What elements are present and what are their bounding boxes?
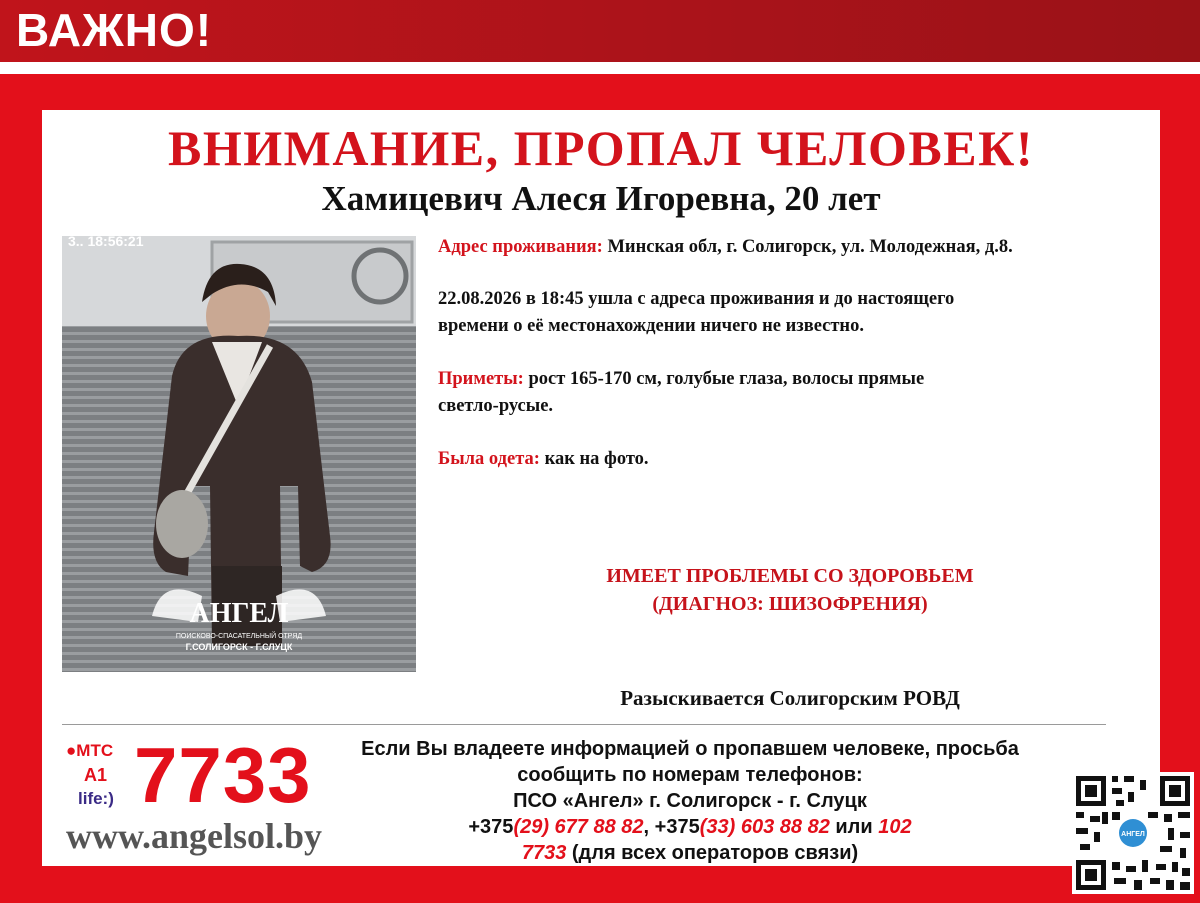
banner-title: ВАЖНО! — [16, 4, 213, 56]
logo-subtitle-2: Г.СОЛИГОРСК - Г.СЛУЦК — [185, 642, 293, 652]
website-link[interactable]: www.angelsol.by — [66, 816, 323, 856]
call-line-2: сообщить по номерам телефонов: — [517, 764, 863, 786]
wanted-by: Разыскивается Солигорским РОВД — [620, 686, 960, 710]
poster-headline: ВНИМАНИЕ, ПРОПАЛ ЧЕЛОВЕК! — [168, 120, 1034, 176]
phone-number-3[interactable]: 102 — [878, 816, 912, 838]
short-number-2[interactable]: 7733 — [521, 842, 567, 864]
short-number-line — [300, 840, 1080, 866]
mts-egg-icon: ● — [66, 741, 77, 760]
operator-logos — [66, 740, 136, 816]
left-details-line-2: времени о её местонахождении ничего не известно. — [438, 316, 864, 336]
cctv-timestamp: 3.. 18:56:21 — [68, 236, 144, 249]
signs-line-2: светло-русые. — [438, 396, 554, 416]
footer-divider — [62, 724, 1106, 725]
left-details-line-1: 22.08.2026 в 18:45 ушла с адреса проживания и до настоящего — [438, 289, 955, 309]
health-line-2: (ДИАГНОЗ: ШИЗОФРЕНИЯ) — [652, 593, 928, 615]
call-line-1: Если Вы владеете информацией о пропавшем человеке, просьба — [361, 738, 1019, 760]
health-line-1: ИМЕЕТ ПРОБЛЕМЫ СО ЗДОРОВЬЕМ — [606, 565, 974, 587]
contact-instructions — [300, 736, 1080, 866]
phone-or: или — [829, 816, 879, 838]
phones-line — [300, 814, 1080, 840]
call-line-3: ПСО «Ангел» г. Солигорск - г. Слуцк — [513, 790, 867, 812]
qr-center-text: АНГЕЛ — [1121, 831, 1145, 838]
phone-number-1[interactable]: (29) 677 88 82 — [513, 816, 644, 838]
signs-label: Приметы: — [438, 369, 524, 389]
qr-code[interactable] — [1072, 772, 1194, 894]
phone-number-2[interactable]: (33) 603 88 82 — [699, 816, 830, 838]
signs-line-1 — [438, 366, 924, 393]
signs-value-1: рост 165-170 см, голубые глаза, волосы прямые — [528, 369, 925, 389]
health-warning — [520, 562, 1060, 618]
top-banner — [0, 0, 1200, 62]
logo-subtitle-1: ПОИСКОВО-СПАСАТЕЛЬНЫЙ ОТРЯД — [175, 633, 303, 640]
clothes-line — [438, 446, 649, 473]
mts-label: МТС — [76, 741, 114, 760]
clothes-label: Была одета: — [438, 449, 540, 469]
a1-logo: A1 — [84, 765, 108, 785]
qr-code-graphic — [1072, 772, 1194, 894]
missing-person-name: Хамицевич Алеся Игоревна, 20 лет — [321, 179, 881, 218]
life-logo: life:) — [78, 789, 114, 808]
mts-logo — [66, 740, 113, 762]
short-number-note: (для всех операторов связи) — [566, 842, 859, 864]
cctv-photo-illustration — [62, 236, 416, 672]
person-photo — [62, 236, 416, 672]
address-value: Минская обл, г. Солигорск, ул. Молодежная, д.8. — [607, 237, 1013, 257]
phone-prefix-1: +375 — [468, 816, 514, 838]
short-phone-number: 7733 — [134, 731, 312, 819]
address-line — [438, 234, 1013, 261]
address-label: Адрес проживания: — [438, 237, 603, 257]
clothes-value: как на фото. — [544, 449, 649, 469]
phone-separator: , +375 — [643, 816, 700, 838]
logo-text: АНГЕЛ — [189, 598, 289, 629]
